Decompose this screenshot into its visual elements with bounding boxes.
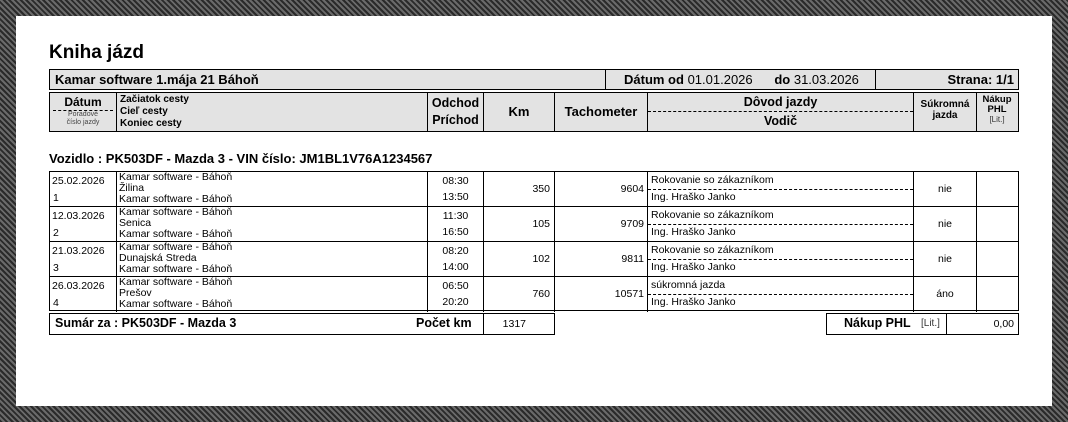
trip-date: 26.03.2026 <box>52 280 105 292</box>
col-date-sub-1: Poradové <box>68 111 98 118</box>
trip-depart: 11:30 <box>442 210 469 222</box>
trip-odometer: 9811 <box>621 253 644 265</box>
col-fuel-2: PHL <box>987 104 1007 115</box>
date-to: 31.03.2026 <box>793 72 859 87</box>
trip-end: Kamar software - Báhoň <box>119 263 233 275</box>
date-from: 01.01.2026 <box>687 72 753 87</box>
trip-km: 102 <box>532 253 550 265</box>
col-private-1: Súkromná <box>920 99 970 110</box>
trip-number: 1 <box>53 192 59 204</box>
col-route-end: Koniec cesty <box>120 118 182 129</box>
fuel-summary <box>826 313 1019 335</box>
trip-driver: Ing. Hraško Janko <box>651 261 736 273</box>
trip-destination: Žilina <box>119 182 145 194</box>
trip-private: nie <box>937 183 952 195</box>
trip-fuel <box>977 277 1018 312</box>
fuel-total: 0,00 <box>993 318 1014 330</box>
trip-driver: Ing. Hraško Janko <box>651 296 736 308</box>
report-header <box>49 69 1019 90</box>
col-fuel-1: Nákup <box>982 94 1012 105</box>
trip-depart: 08:30 <box>442 175 469 187</box>
trip-private: áno <box>936 288 954 300</box>
col-date <box>50 93 117 131</box>
summary-label: Sumár za : PK503DF - Mazda 3 <box>55 316 237 330</box>
trip-arrive: 20:20 <box>442 296 469 308</box>
fuel-unit: [Lit.] <box>921 318 940 329</box>
trip-fuel <box>977 242 1018 276</box>
col-arrive: Príchod <box>432 113 479 127</box>
col-private-2: jazda <box>932 110 958 121</box>
page-value: 1/1 <box>995 72 1014 87</box>
col-date-sub-2: číslo jazdy <box>66 119 100 126</box>
trip-odometer: 9604 <box>620 183 644 195</box>
trip-driver: Ing. Hraško Janko <box>651 226 736 238</box>
trip-fuel <box>977 207 1018 241</box>
trip-arrive: 16:50 <box>442 226 469 238</box>
trip-start: Kamar software - Báhoň <box>119 171 233 183</box>
col-fuel-3: [Lit.] <box>989 115 1005 124</box>
trip-driver: Ing. Hraško Janko <box>651 191 736 203</box>
trip-start: Kamar software - Báhoň <box>119 206 233 218</box>
trip-destination: Dunajská Streda <box>119 252 197 264</box>
table-row <box>50 172 1018 207</box>
date-from-label: Dátum od <box>624 72 684 87</box>
col-reason <box>648 93 914 131</box>
trip-date: 21.03.2026 <box>52 245 105 257</box>
trip-start: Kamar software - Báhoň <box>119 276 233 288</box>
col-private <box>914 93 977 131</box>
page-title: Kniha jázd <box>49 42 145 63</box>
trip-end: Kamar software - Báhoň <box>119 193 233 205</box>
trip-reason: súkromná jazda <box>651 279 726 291</box>
col-km: Km <box>484 93 555 131</box>
trip-destination: Senica <box>119 217 152 229</box>
col-fuel <box>977 93 1017 131</box>
table-row <box>50 242 1018 277</box>
trip-reason: Rokovanie so zákazníkom <box>651 209 774 221</box>
col-route <box>117 93 428 131</box>
trip-number: 3 <box>53 262 59 274</box>
trip-end: Kamar software - Báhoň <box>119 298 233 310</box>
col-time <box>428 93 484 131</box>
trip-date: 12.03.2026 <box>52 210 105 222</box>
summary-km-total: 1317 <box>502 318 526 330</box>
date-range <box>605 70 875 89</box>
vehicle-info: Vozidlo : PK503DF - Mazda 3 - VIN číslo: JM1BL1V76A1234567 <box>49 151 433 166</box>
date-to-label: do <box>774 72 791 87</box>
column-headers <box>49 92 1019 132</box>
trip-number: 2 <box>53 227 59 239</box>
summary-km-label: Počet km <box>416 316 472 330</box>
table-row <box>50 207 1018 242</box>
company-info: Kamar software 1.mája 21 Báhoň <box>55 72 259 87</box>
trip-depart: 06:50 <box>442 280 469 292</box>
page-label: Strana: <box>947 72 993 87</box>
trip-reason: Rokovanie so zákazníkom <box>651 174 774 186</box>
col-driver-label: Vodič <box>763 114 798 128</box>
trip-start: Kamar software - Báhoň <box>119 241 233 253</box>
col-depart: Odchod <box>431 96 480 110</box>
trip-number: 4 <box>53 297 59 309</box>
trip-end: Kamar software - Báhoň <box>119 228 233 240</box>
summary-bar <box>49 313 555 335</box>
page-number <box>875 70 1018 89</box>
trip-date: 25.02.2026 <box>52 175 105 187</box>
trip-odometer: 9709 <box>620 218 644 230</box>
report-page <box>16 16 1052 406</box>
trip-arrive: 13:50 <box>442 191 469 203</box>
trip-km: 105 <box>532 218 550 230</box>
trip-depart: 08:20 <box>442 245 469 257</box>
trip-odometer: 10571 <box>614 288 644 300</box>
fuel-label: Nákup PHL <box>844 316 911 330</box>
trip-destination: Prešov <box>119 287 152 299</box>
col-reason-label: Dôvod jazdy <box>743 95 818 109</box>
trip-arrive: 14:00 <box>442 261 469 273</box>
trip-fuel <box>977 172 1018 206</box>
trip-private: nie <box>937 253 952 265</box>
trip-km: 350 <box>532 183 550 195</box>
table-row <box>50 277 1018 312</box>
trip-private: nie <box>937 218 952 230</box>
trip-km: 760 <box>532 288 550 300</box>
col-route-dest: Cieľ cesty <box>120 106 168 117</box>
col-date-label: Dátum <box>64 95 102 109</box>
trips-table <box>49 171 1019 311</box>
trip-reason: Rokovanie so zákazníkom <box>651 244 774 256</box>
col-odometer: Tachometer <box>555 93 648 131</box>
col-route-start: Začiatok cesty <box>120 94 189 105</box>
